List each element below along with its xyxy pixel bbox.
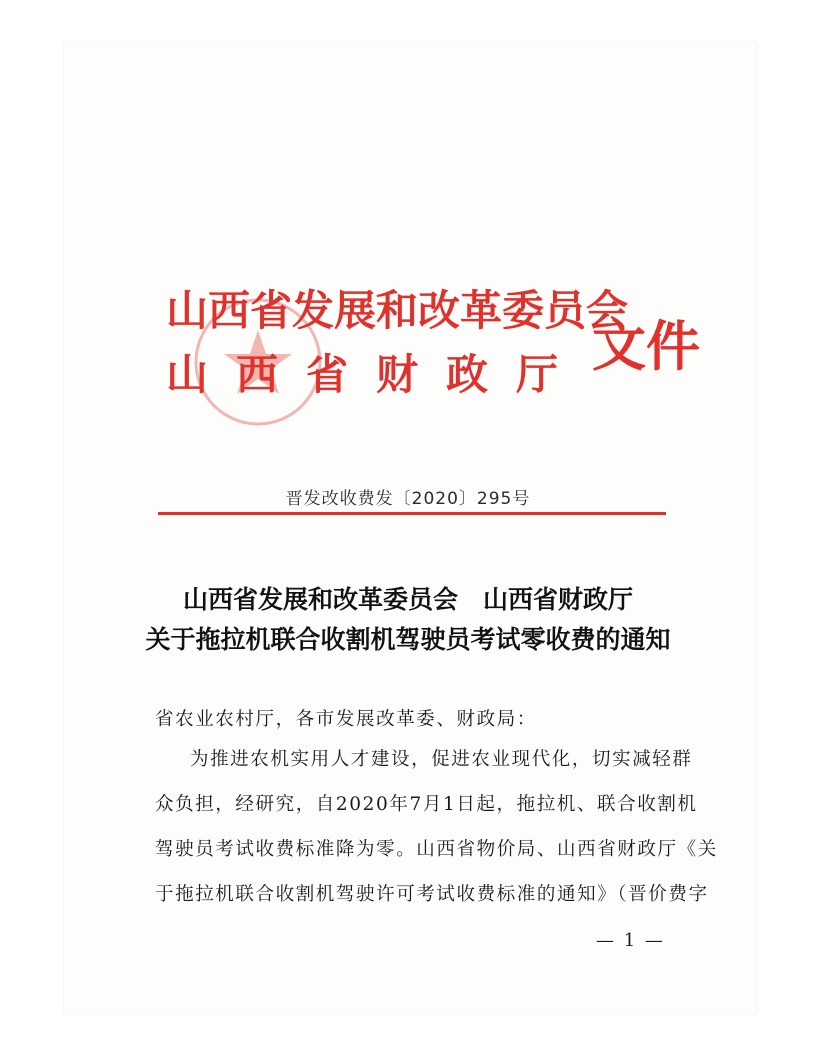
addressee: 省农业农村厅，各市发展改革委、财政局： <box>155 709 537 730</box>
body-line: 众负担，经研究，自2020年7月1日起，拖拉机、联合收割机 <box>155 794 698 815</box>
document-type-label: 文件 <box>592 314 700 378</box>
body-line: 驾驶员考试收费标准降为零。山西省物价局、山西省财政厅《关 <box>155 839 718 860</box>
page-number: — 1 — <box>596 930 665 951</box>
issuer-name-line-1: 山西省发展和改革委员会 <box>166 286 629 335</box>
body-line: 为推进农机实用人才建设，促进农业现代化，切实减轻群 <box>190 749 693 770</box>
body-line: 于拖拉机联合收割机驾驶许可考试收费标准的通知》（晋价费字 <box>155 884 709 905</box>
document-number: 晋发改收费发〔2020〕295号 <box>285 489 531 509</box>
notice-title-line-2: 关于拖拉机联合收割机驾驶员考试零收费的通知 <box>145 625 671 654</box>
paper-sheet <box>64 42 756 1014</box>
issuer-name-line-2: 山西省财政厅 <box>166 350 587 399</box>
red-divider-line <box>158 512 666 515</box>
notice-title-line-1: 山西省发展和改革委员会 山西省财政厅 <box>182 585 633 614</box>
